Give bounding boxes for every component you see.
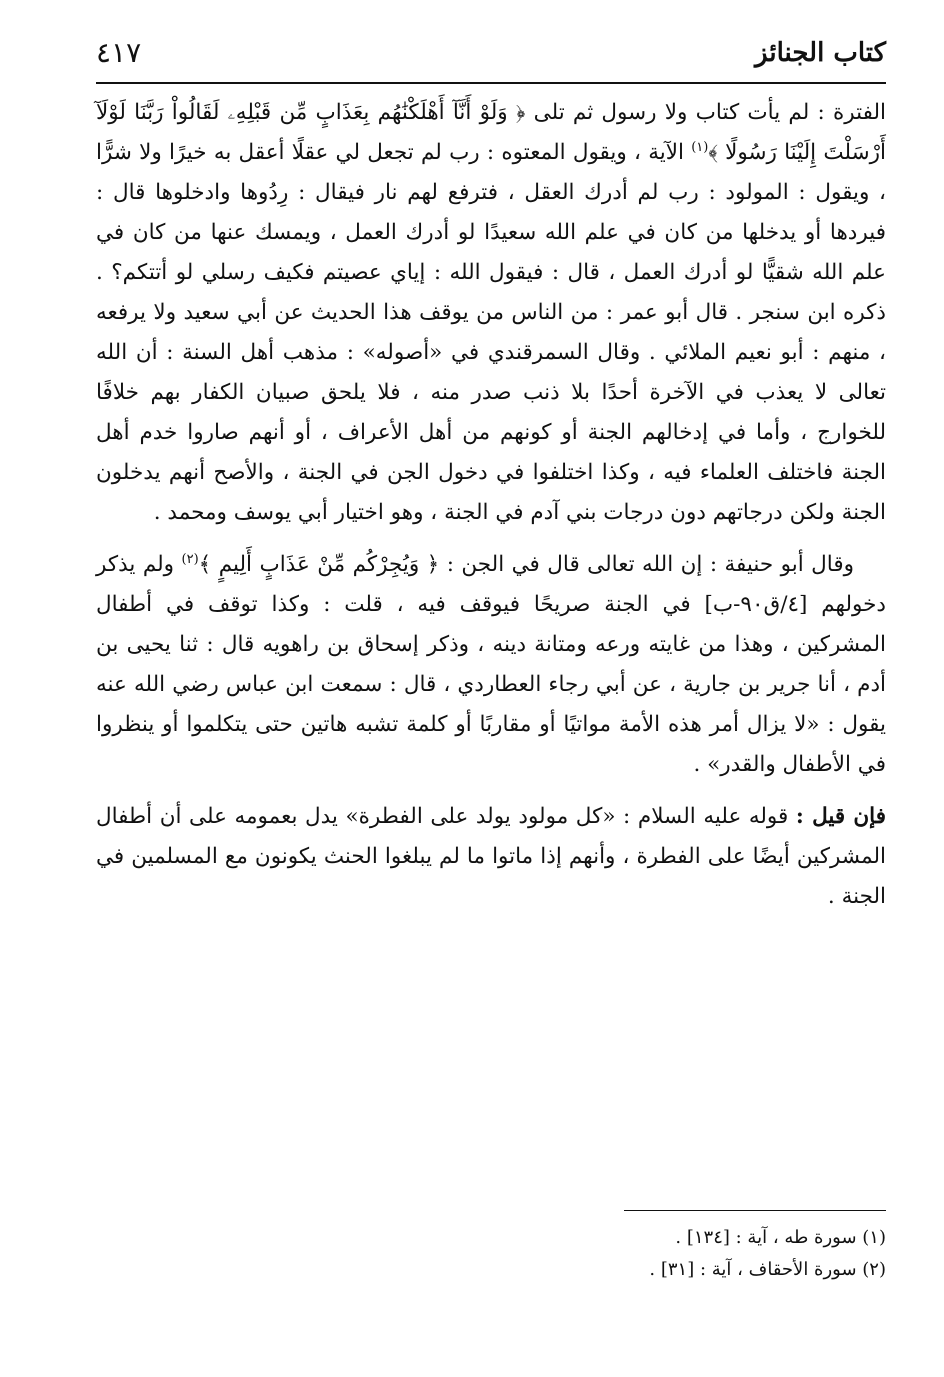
main-text (96, 93, 886, 917)
footnote-ref-1: (١) (691, 139, 709, 155)
page-header (96, 36, 886, 76)
footnote-ref-2: (٢) (181, 551, 199, 567)
paragraph-2-text-a: وقال أبو حنيفة : إن الله تعالى قال في الجن : ﴿ وَيُجِرْكُم مِّنْ عَذَابٍ أَلِيمٍ ﴾ (198, 552, 854, 577)
paragraph-1 (96, 93, 886, 533)
paragraph-1-text-b: الآية ، ويقول المعتوه : رب لم تجعل لي عقلًا أعقل به خيرًا ولا شرًّا ، ويقول : المولود : رب لم أدرك العقل ، فترفع لهم نار فيقال : رِدُوها وادخلوها قال : فيردها أو يدخلها من كان في علم الله سعيدًا لو أدرك العمل ، ويمسك عنها من كان في علم الله شقيًّا لو أدرك العمل ، قال : فيقول الله : إياي عصيتم فكيف رسلي لو أتتكم؟ . ذكره ابن سنجر . قال أبو عمر : من الناس من يوقف هذا الحديث عن أبي سعيد ولا يرفعه ، منهم : أبو نعيم الملائي . وقال السمرقندي في «أصوله» : مذهب أهل السنة : أن الله تعالى لا يعذب في الآخرة أحدًا بلا ذنب صدر منه ، فلا يلحق صبيان الكفار بهم خلافًا للخوارج ، وأما في إدخالهم الجنة أو كونهم من أهل الأعراف ، أو أنهم صاروا خدم أهل الجنة فاختلف العلماء فيه ، وكذا اختلفوا في دخول الجن في الجنة ، والأصح أنهم يدخلون الجنة ولكن درجاتهم دون درجات بني آدم في الجنة ، وهو اختيار أبي يوسف ومحمد . (96, 140, 886, 525)
paragraph-3 (96, 797, 886, 917)
paragraph-1-text-a: الفترة : لم يأت كتاب ولا رسول ثم تلى ﴿ وَلَوْ أَنَّآ أَهْلَكْنَٰهُم بِعَذَابٍ مِّن قَبْلِهِۦ لَقَالُواْ رَبَّنَا لَوْلَآ أَرْسَلْتَ إِلَيْنَا رَسُولًا ﴾ (96, 100, 886, 165)
footnote-1: (١) سورة طه ، آية : [١٣٤] . (675, 1227, 886, 1248)
page-number: ٤١٧ (96, 36, 142, 69)
header-divider (96, 82, 886, 84)
footnotes (96, 1222, 886, 1286)
footnote-divider (624, 1210, 886, 1211)
paragraph-2-text-b: ولم يذكر دخولهم [٤/ق٩٠-ب] في الجنة صريحًا فيوقف فيه ، قلت : وكذا توقف في أطفال المشركين ، وهذا من غايته ورعه ومتانة دينه ، وذكر إسحاق بن راهويه قال : ثنا يحيى بن أدم ، أنا جرير بن جارية ، عن أبي رجاء العطاردي ، قال : سمعت ابن عباس رضي الله عنه يقول : «لا يزال أمر هذه الأمة مواتيًا أو مقاربًا أو كلمة تشبه هاتين حتى يتكلموا أو ينظروا في الأطفال والقدر» . (96, 552, 886, 777)
paragraph-3-lead: فإن قيل : (795, 804, 886, 829)
paragraph-3-text: قوله عليه السلام : «كل مولود يولد على الفطرة» يدل بعمومه على أن أطفال المشركين أيضًا على الفطرة ، وأنهم إذا ماتوا ما لم يبلغوا الحنث يكونون مع المسلمين في الجنة . (96, 804, 886, 909)
chapter-title: كتاب الجنائز (755, 38, 886, 68)
paragraph-2 (96, 545, 886, 785)
footnote-2: (٢) سورة الأحقاف ، آية : [٣١] . (649, 1259, 886, 1280)
